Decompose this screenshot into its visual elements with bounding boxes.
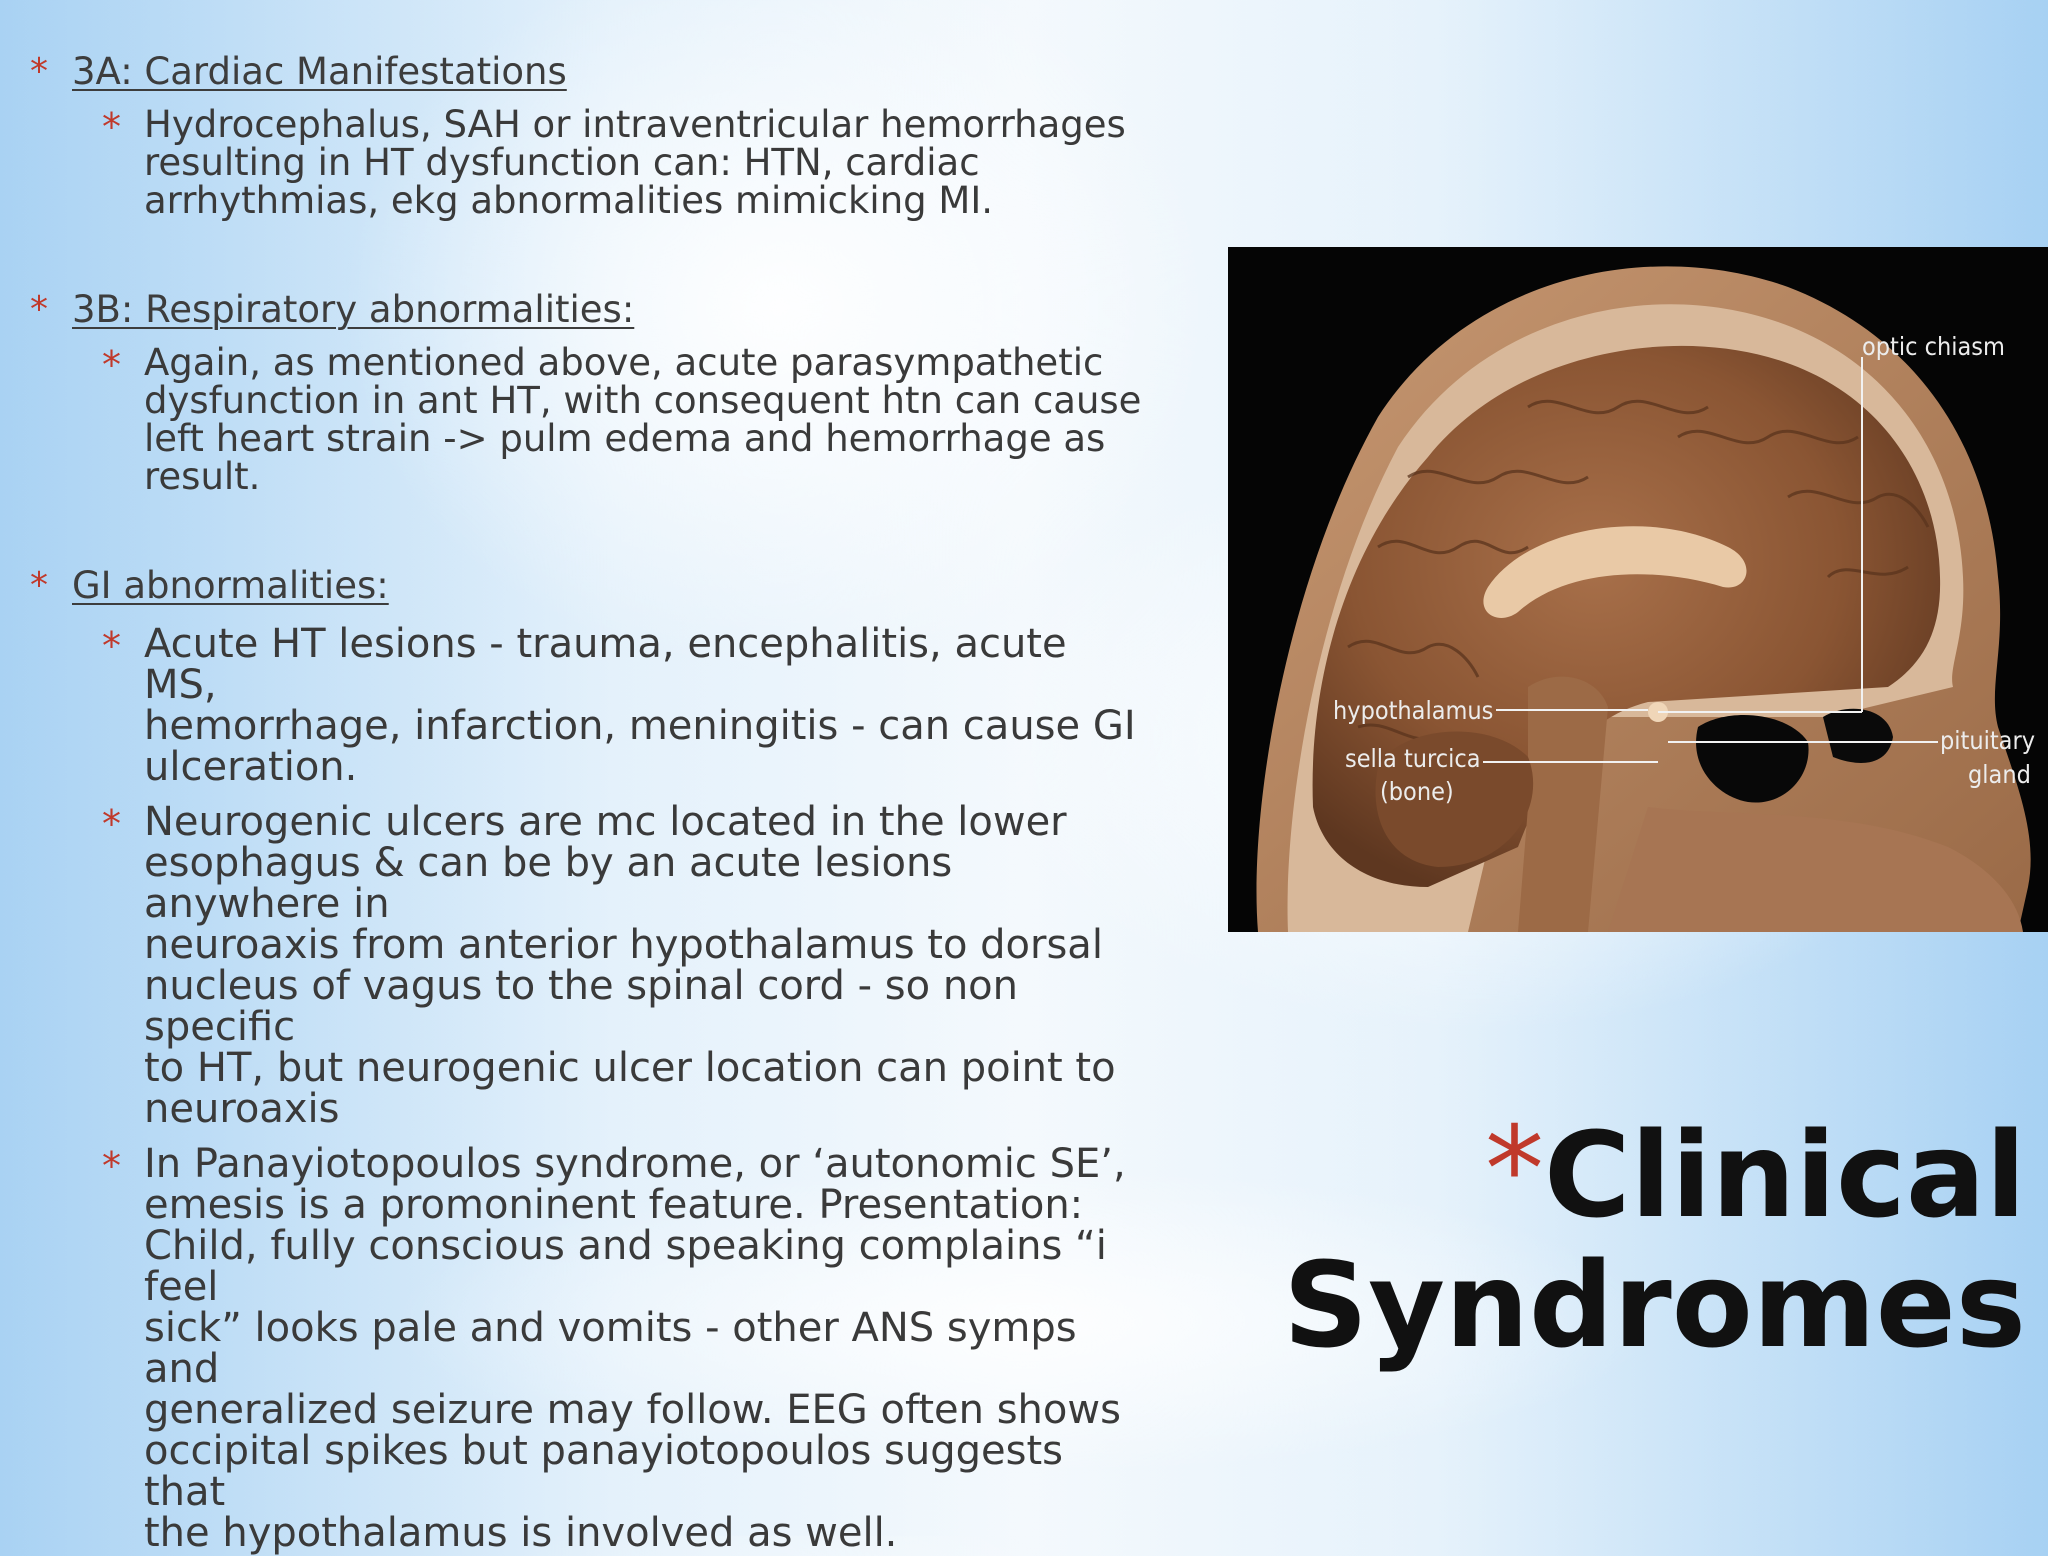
bullet-cardiac-1: * Hydrocephalus, SAH or intraventricular hemorrhages resulting in HT dysfunction can: HTN, cardiac arrhythmias, ekg abnormalities mimicking MI. [102,103,1126,222]
label-optic-chiasm: optic chiasm [1862,332,2005,361]
bullet-star-icon: * [102,802,121,846]
bullet-star-icon: * [102,105,121,149]
bullet-respiratory-1: * Again, as mentioned above, acute parasympathetic dysfunction in ant HT, with consequent htn can cause left heart strain -> pulm edema and hemorrhage as result. [102,341,1142,498]
slide-content [0,52,1180,1554]
bullet-gi-2: * Neurogenic ulcers are mc located in the lower esophagus & can be by an acute lesions anywhere in neuroaxis from anterior hypothalamus to dorsal nucleus of vagus to the spinal cord - so non specific to HT, but neurogenic ulcer location can point to neuroaxis [102,799,1116,1132]
label-pituitary: pituitary [1940,726,2035,755]
section-gi-heading: * GI abnormalities: [30,564,389,607]
bullet-gi-1: * Acute HT lesions - trauma, encephalitis, acute MS, hemorrhage, infarction, meningitis - can cause GI ulceration. [102,621,1136,790]
label-hypothalamus: hypothalamus [1333,696,1494,725]
bullet-star-icon: * [30,51,48,92]
bullet-star-icon: * [102,1144,121,1188]
bullet-star-icon: * [102,624,121,668]
label-sella-turcica: sella turcica [1345,744,1481,773]
slide-title: *Clinical Syndromes [1283,1100,2026,1374]
brain-sagittal-image [1228,247,2048,932]
brain-illustration [1228,247,2048,932]
bullet-star-icon: * [102,343,121,387]
section-respiratory-heading: * 3B: Respiratory abnormalities: [30,288,635,331]
bullet-star-icon: * [30,289,48,330]
bullet-gi-3: * In Panayiotopoulos syndrome, or ‘autonomic SE’, emesis is a promoninent feature. Presentation: Child, fully conscious and speaking complains “i feel sick” looks pale and vomits - other ANS symps and generalized seizure may follow. EEG often shows occipital spikes but panayiotopoulos suggests that the hypothalamus is involved as well. [102,1141,1126,1556]
section-cardiac-heading: * 3A: Cardiac Manifestations [30,50,567,93]
title-star-icon: * [1485,1100,1545,1238]
bullet-star-icon: * [30,565,48,606]
label-gland: gland [1968,760,2031,789]
label-bone: (bone) [1380,777,1454,806]
